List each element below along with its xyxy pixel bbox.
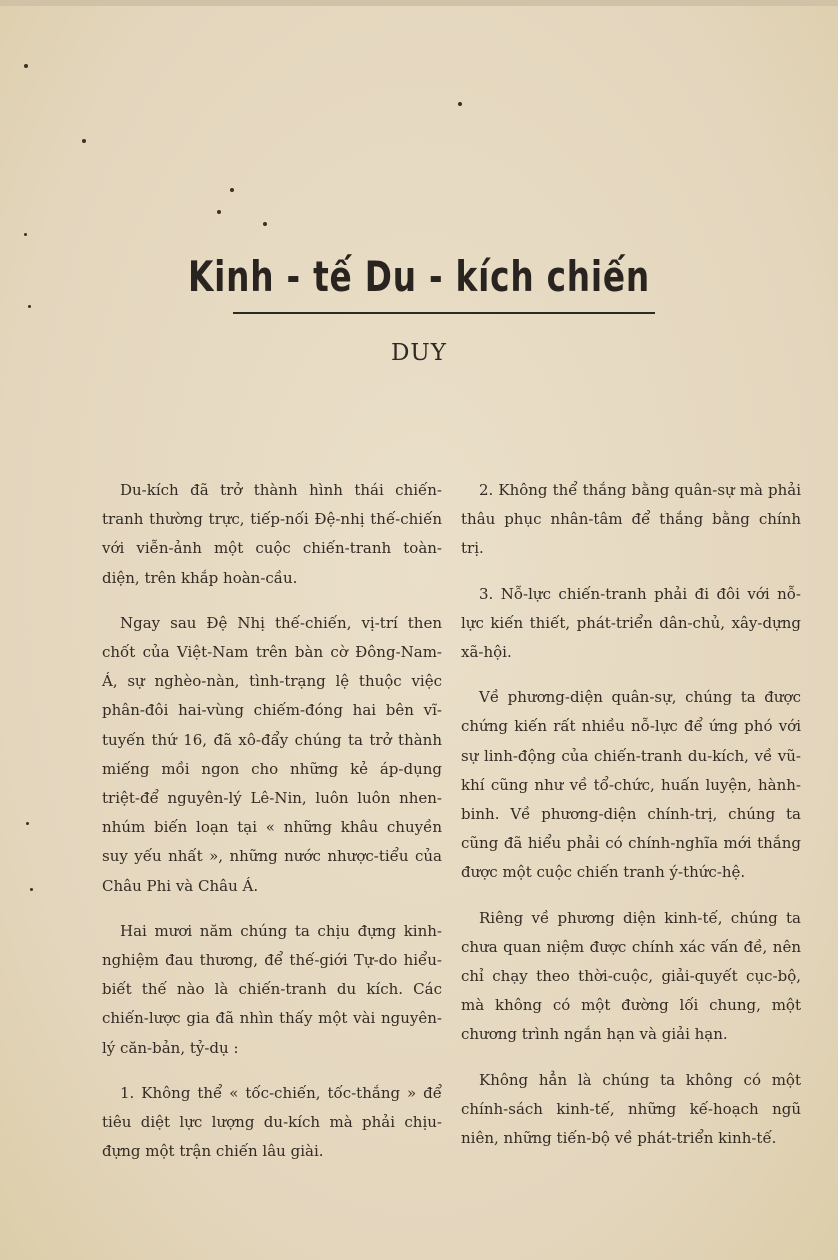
ink-speck <box>82 139 86 143</box>
paragraph: Du-kích đã trở thành hình thái chiến-tranh thường trực, tiếp-nối Đệ-nhị thế-chiến với viễn-ảnh một cuộc chiến-tranh toàn-diện, trên khắp hoàn-cầu. <box>102 481 442 587</box>
paragraph: 1. Không thể « tốc-chiến, tốc-thắng » để tiêu diệt lực lượng du-kích mà phải chịu-đựng một trận chiến lâu giài. <box>102 1083 442 1161</box>
paragraph: Riêng về phương diện kinh-tế, chúng ta chưa quan niệm được chính xác vấn đề, nên chỉ chạy theo thời-cuộc, giải-quyết cục-bộ, mà không có một đường lối chung, một chương trình ngắn hạn và giải hạn. <box>461 908 801 1044</box>
ink-speck <box>458 102 462 106</box>
ink-speck <box>230 188 234 192</box>
left-column <box>102 476 442 1182</box>
paragraph: Ngay sau Đệ Nhị thế-chiến, vị-trí then chốt của Việt-Nam trên bàn cờ Đông-Nam-Á, sự nghèo-nàn, tình-trạng lệ thuộc việc phân-đôi hai-vùng chiếm-đóng hai bên vĩ-tuyến thứ 16, đã xô-đẩy chúng ta trở thành miếng mồi ngon cho những kẻ áp-dụng triệt-để nguyên-lý Lê-Nin, luôn luôn nhen-nhúm biến loạn tại « những khâu chuyền suy yếu nhất », những nước nhược-tiểu của Châu Phi và Châu Á. <box>102 613 442 895</box>
article-title: Kinh - tế Du - kích chiến <box>187 252 651 301</box>
ink-speck <box>24 233 27 236</box>
article-author: DUY <box>390 340 447 366</box>
paragraph: 2. Không thể thắng bằng quân-sự mà phải thâu phục nhân-tâm để thắng bằng chính trị. <box>461 481 801 558</box>
paragraph: Về phương-diện quân-sự, chúng ta được chứng kiến rất nhiều nỗ-lực để ứng phó với sự linh-động của chiến-tranh du-kích, về vũ-khí cũng như về tổ-chức, huấn luyện, hành-binh. Về phương-diện chính-trị, chúng ta cũng đã hiểu phải có chính-nghĩa mới thắng được một cuộc chiến tranh ý-thức-hệ. <box>461 688 801 882</box>
ink-speck <box>24 64 28 68</box>
ink-speck <box>26 822 29 825</box>
title-underline <box>233 312 655 314</box>
page-top-edge <box>0 0 838 6</box>
ink-speck <box>263 222 267 226</box>
paragraph: 3. Nỗ-lực chiến-tranh phải đi đôi với nỗ-lực kiến thiết, phát-triển dân-chủ, xây-dựng xã-hội. <box>461 584 801 662</box>
ink-speck <box>28 305 31 308</box>
right-column <box>461 476 801 1169</box>
ink-speck <box>30 888 33 891</box>
ink-speck <box>217 210 221 214</box>
paragraph: Không hẳn là chúng ta không có một chính-sách kinh-tế, những kế-hoạch ngũ niên, những tiến-bộ về phát-triển kinh-tế. <box>461 1070 801 1148</box>
paragraph: Hai mươi năm chúng ta chịu đựng kinh-nghiệm đau thương, để thế-giới Tự-do hiểu-biết thế nào là chiến-tranh du kích. Các chiến-lược gia đã nhìn thấy một vài nguyên-lý căn-bản, tỷ-dụ : <box>102 921 442 1057</box>
